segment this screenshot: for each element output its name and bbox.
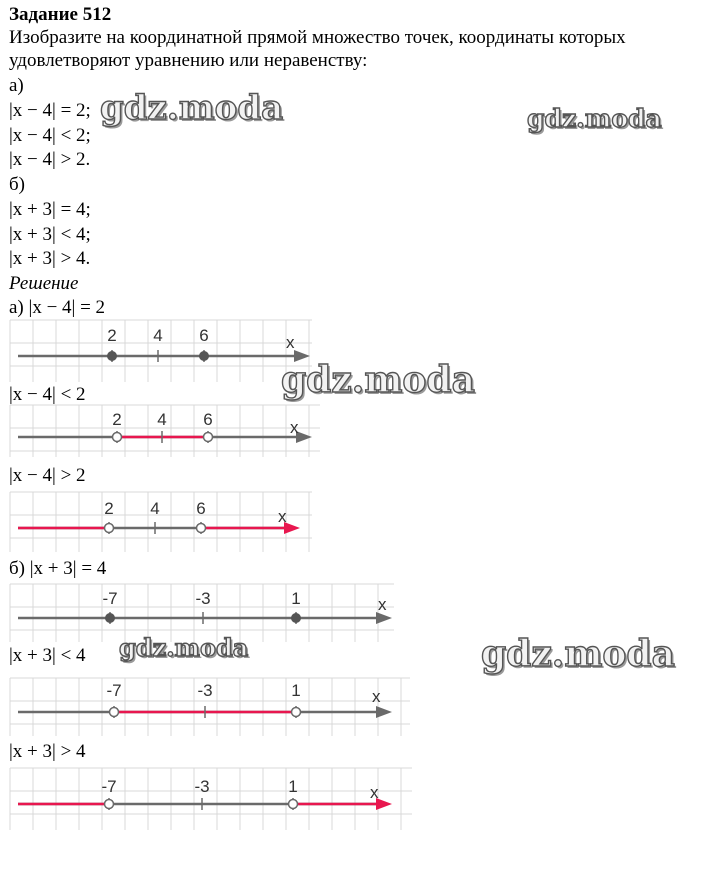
tick-label: -7: [101, 777, 117, 796]
tick-label: 4: [157, 410, 167, 429]
solution-caption: |x + 3| > 4: [9, 741, 86, 762]
tick-label: 1: [291, 589, 301, 608]
solution-caption: |x + 3| < 4: [9, 645, 86, 666]
axis-label: x: [370, 783, 379, 802]
boundary-point-open: [289, 800, 298, 809]
tick-label: -7: [106, 681, 122, 700]
tick-label: 1: [288, 777, 298, 796]
watermark: gdz.moda: [481, 633, 675, 675]
number-line-b2: [10, 678, 410, 736]
task-title: Задание 512: [9, 4, 112, 25]
part-a-item: |x − 4| < 2;: [9, 125, 91, 146]
axis-label: x: [372, 687, 381, 706]
watermark: gdz.moda: [527, 104, 662, 133]
solution-point-filled: [199, 351, 209, 361]
solution-point-filled: [107, 351, 117, 361]
tick-label: 6: [199, 326, 209, 345]
boundary-point-open: [204, 433, 213, 442]
number-line-a2: [10, 405, 320, 457]
tick-label: 2: [107, 326, 117, 345]
tick-label: 4: [153, 326, 163, 345]
tick-label: 4: [150, 499, 160, 518]
part-a-item: |x − 4| > 2.: [9, 149, 91, 170]
axis-label: x: [278, 507, 287, 526]
part-b-item: |x + 3| > 4.: [9, 248, 91, 269]
tick-label: -7: [102, 589, 118, 608]
solution-point-filled: [291, 613, 301, 623]
solution-caption: а) |x − 4| = 2: [9, 297, 106, 318]
tick-label: -3: [194, 777, 210, 796]
tick-label: 1: [291, 681, 301, 700]
number-line-b3: [10, 768, 412, 830]
watermark: gdz.moda: [100, 88, 284, 128]
tick-label: 2: [112, 410, 122, 429]
number-line-a1: [10, 320, 312, 382]
number-line-a3: [10, 492, 312, 552]
task-text-line: Изобразите на координатной прямой множество точек, координаты которых: [9, 27, 626, 48]
part-a-item: |x − 4| = 2;: [9, 100, 91, 121]
axis-label: x: [286, 333, 295, 352]
axis-label: x: [378, 595, 387, 614]
boundary-point-open: [110, 708, 119, 717]
part-a-label: а): [9, 75, 24, 96]
tick-label: -3: [195, 589, 211, 608]
part-b-item: |x + 3| = 4;: [9, 199, 91, 220]
boundary-point-open: [105, 800, 114, 809]
solution-caption: |x − 4| > 2: [9, 465, 86, 486]
solution-point-filled: [105, 613, 115, 623]
solution-caption: б) |x + 3| = 4: [9, 558, 107, 579]
tick-label: 6: [196, 499, 206, 518]
part-b-item: |x + 3| < 4;: [9, 224, 91, 245]
axis-label: x: [290, 418, 299, 437]
axis-arrow: [376, 706, 392, 718]
watermark: gdz.moda: [119, 633, 249, 662]
solution-heading: Решение: [9, 273, 79, 294]
task-text-line: удовлетворяют уравнению или неравенству:: [9, 50, 368, 71]
tick-label: 6: [203, 410, 213, 429]
tick-label: 2: [104, 499, 114, 518]
boundary-point-open: [292, 708, 301, 717]
boundary-point-open: [105, 524, 114, 533]
boundary-point-open: [197, 524, 206, 533]
tick-label: -3: [197, 681, 213, 700]
boundary-point-open: [113, 433, 122, 442]
watermark: gdz.moda: [281, 359, 475, 401]
part-b-label: б): [9, 174, 25, 195]
solution-caption: |x − 4| < 2: [9, 384, 86, 405]
